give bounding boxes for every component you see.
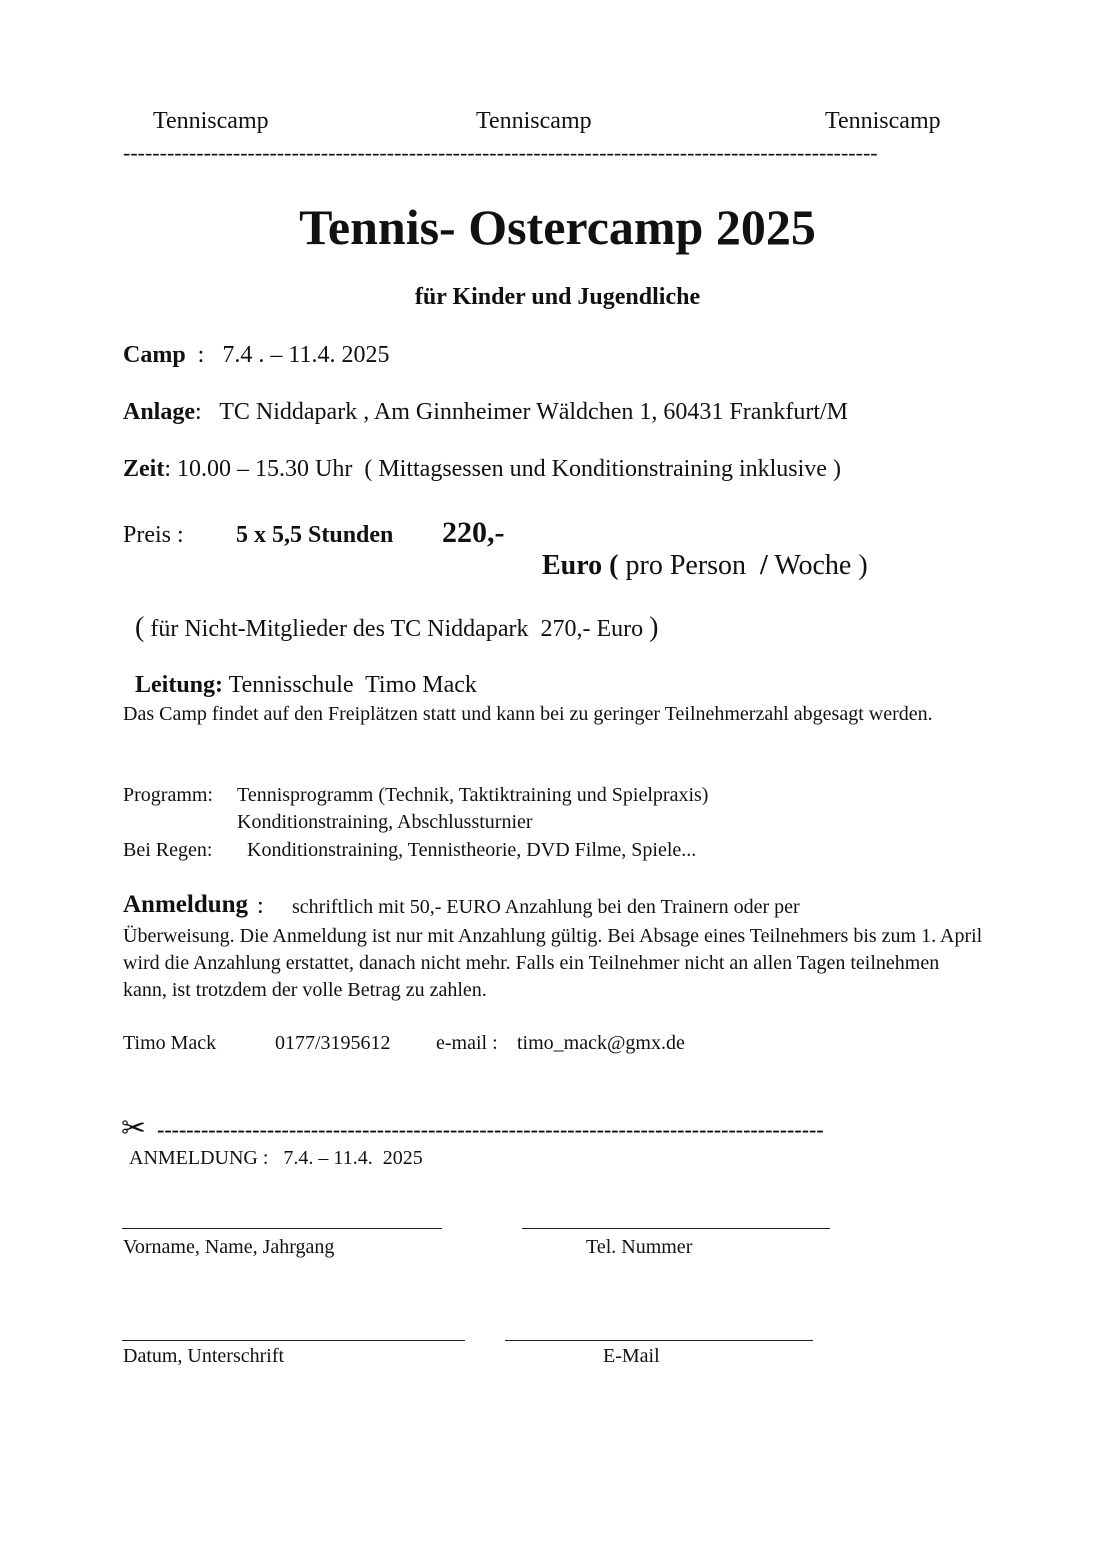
non-member-close: )	[649, 612, 659, 643]
non-member-open: (	[135, 612, 145, 643]
contact-name: Timo Mack	[123, 1032, 217, 1054]
preis-label: Preis :	[123, 522, 184, 548]
non-member-text: für Nicht-Mitglieder des TC Niddapark 270,- Euro	[144, 616, 650, 642]
date-signature-line	[122, 1340, 465, 1341]
camp-label: Camp	[123, 342, 186, 368]
programm-line2: Konditionstraining, Abschlussturnier	[237, 811, 533, 833]
preis-week: Woche )	[767, 550, 868, 581]
contact-phone: 0177/3195612	[275, 1032, 391, 1054]
leitung-line	[123, 645, 477, 699]
header-separator: -------------------------------------------------------------------------------------------------------	[123, 140, 878, 165]
page-title: Tennis- Ostercamp 2025	[299, 199, 816, 255]
programm-label: Programm:	[123, 784, 213, 806]
anmeldung-text-first: schriftlich mit 50,- EURO Anzahlung bei den Trainern oder per	[292, 896, 800, 918]
zeit-line	[123, 456, 841, 483]
rain-value: Konditionstraining, Tennistheorie, DVD Filme, Spiele...	[247, 839, 697, 861]
anlage-line	[123, 399, 848, 426]
non-member-line	[123, 585, 658, 644]
anlage-label: Anlage	[123, 399, 195, 425]
header-label-right: Tenniscamp	[825, 108, 941, 134]
preis-currency: Euro (	[542, 550, 619, 581]
tel-signature-line	[522, 1228, 830, 1229]
scissors-icon: ✂	[121, 1111, 147, 1146]
date-field-label: Datum, Unterschrift	[123, 1345, 285, 1367]
tel-field-label: Tel. Nummer	[586, 1236, 693, 1258]
rain-label: Bei Regen:	[123, 839, 213, 861]
programm-line1: Tennisprogramm (Technik, Taktiktraining und Spielpraxis)	[237, 784, 709, 806]
email-signature-line	[505, 1340, 813, 1341]
email-field-label: E-Mail	[603, 1345, 660, 1367]
name-signature-line	[122, 1228, 442, 1229]
leitung-value: Tennisschule Timo Mack	[223, 672, 477, 698]
header-label-center: Tenniscamp	[476, 108, 592, 134]
contact-email[interactable]: timo_mack@gmx.de	[517, 1032, 685, 1054]
anmeldung-text-rest: Überweisung. Die Anmeldung ist nur mit Anzahlung gültig. Bei Absage eines Teilnehmers bis zum 1. April wird die Anzahlung erstattet, danach nicht mehr. Falls ein Teilnehmer nicht an allen Tagen teilnehmen kann, ist trotzdem der volle Betrag zu zahlen.	[123, 925, 983, 1001]
cut-heading: ANMELDUNG : 7.4. – 11.4. 2025	[129, 1147, 423, 1169]
preis-amount: 220,-	[442, 516, 505, 549]
camp-value: 7.4 . – 11.4. 2025	[222, 342, 390, 368]
camp-sep: :	[185, 342, 223, 368]
header-label-left: Tenniscamp	[153, 108, 269, 134]
preis-slash: /	[760, 550, 768, 581]
zeit-label: Zeit	[123, 456, 165, 482]
anmeldung-label: Anmeldung	[123, 891, 249, 918]
zeit-value: 10.00 – 15.30 Uhr ( Mittagsessen und Konditionstraining inklusive )	[177, 456, 841, 482]
anlage-value: TC Niddapark , Am Ginnheimer Wäldchen 1, 60431 Frankfurt/M	[219, 399, 849, 425]
anmeldung-sep: :	[257, 893, 264, 919]
zeit-sep: :	[164, 456, 177, 482]
name-field-label: Vorname, Name, Jahrgang	[123, 1236, 335, 1258]
camp-line	[123, 342, 389, 369]
preis-hours: 5 x 5,5 Stunden	[236, 522, 394, 548]
cut-dashes: -------------------------------------------------------------------------------------------	[157, 1117, 824, 1142]
preis-rest	[528, 518, 868, 582]
page-subtitle: für Kinder und Jugendliche	[414, 284, 701, 310]
preis-per: pro Person	[618, 550, 761, 581]
anlage-sep: :	[195, 399, 220, 425]
contact-email-label: e-mail :	[436, 1032, 498, 1054]
notice-text: Das Camp findet auf den Freiplätzen statt und kann bei zu geringer Teilnehmerzahl abgesagt werden.	[123, 703, 933, 725]
leitung-label: Leitung:	[135, 672, 224, 698]
